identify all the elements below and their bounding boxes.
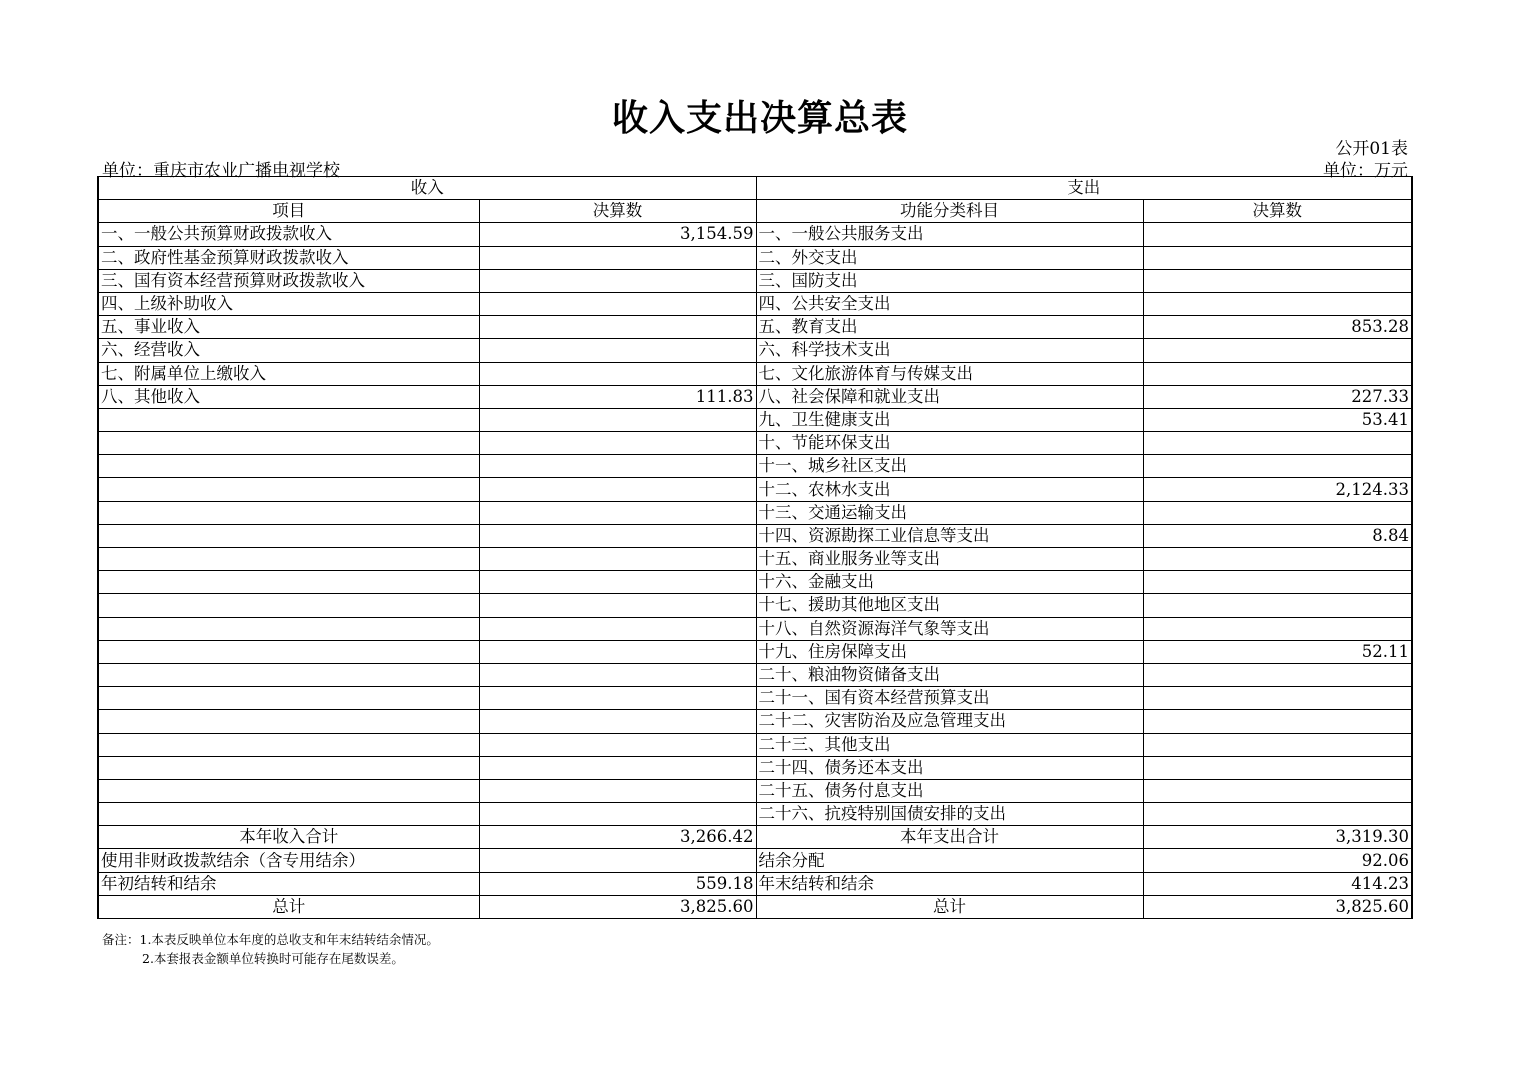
expense-amount [1143, 803, 1412, 826]
expense-item: 十三、交通运输支出 [756, 501, 1143, 524]
income-amount [479, 571, 756, 594]
income-amount [479, 478, 756, 501]
page-title: 收入支出决算总表 [611, 97, 908, 139]
income-amount [479, 269, 756, 292]
table-row [98, 663, 1412, 686]
table-row [98, 687, 1412, 710]
expense-item: 九、卫生健康支出 [756, 408, 1143, 431]
income-item [98, 779, 479, 802]
non-fiscal-row [98, 849, 1412, 872]
expense-amount [1143, 432, 1412, 455]
begin-balance-label: 年初结转和结余 [98, 872, 479, 895]
expense-item: 二十二、灾害防治及应急管理支出 [756, 710, 1143, 733]
income-amount [479, 779, 756, 802]
expense-item: 二十六、抗疫特别国债安排的支出 [756, 803, 1143, 826]
expense-item: 七、文化旅游体育与传媒支出 [756, 362, 1143, 385]
year-expense-total: 3,319.30 [1143, 826, 1412, 849]
income-item: 五、事业收入 [98, 316, 479, 339]
expense-item: 十一、城乡社区支出 [756, 455, 1143, 478]
income-item [98, 408, 479, 431]
func-category-header: 功能分类科目 [756, 200, 1143, 223]
income-amount [479, 432, 756, 455]
table-row [98, 292, 1412, 315]
form-code: 公开01表 [1335, 139, 1408, 159]
non-fiscal-label: 使用非财政拨款结余（含专用结余） [98, 849, 479, 872]
income-item [98, 548, 479, 571]
end-balance-label: 年末结转和结余 [756, 872, 1143, 895]
surplus-dist-amt: 92.06 [1143, 849, 1412, 872]
expense-item: 二十三、其他支出 [756, 733, 1143, 756]
expense-item: 二十四、债务还本支出 [756, 756, 1143, 779]
table-row [98, 710, 1412, 733]
item-header: 项目 [98, 200, 479, 223]
expense-item: 一、一般公共服务支出 [756, 223, 1143, 246]
expense-amount: 2,124.33 [1143, 478, 1412, 501]
expense-amount: 227.33 [1143, 385, 1412, 408]
income-amount [479, 362, 756, 385]
expense-amount: 853.28 [1143, 316, 1412, 339]
amount2-header: 决算数 [1143, 200, 1412, 223]
income-amount [479, 246, 756, 269]
table-row [98, 385, 1412, 408]
table-row [98, 501, 1412, 524]
income-amount [479, 803, 756, 826]
expense-item: 十六、金融支出 [756, 571, 1143, 594]
table-row [98, 478, 1412, 501]
income-amount [479, 548, 756, 571]
expense-item: 六、科学技术支出 [756, 339, 1143, 362]
total-label-left: 总计 [98, 895, 479, 918]
table-row [98, 455, 1412, 478]
year-total-row [98, 826, 1412, 849]
income-amount [479, 316, 756, 339]
income-item [98, 571, 479, 594]
expense-amount: 8.84 [1143, 524, 1412, 547]
expense-item: 二十、粮油物资储备支出 [756, 663, 1143, 686]
income-item [98, 640, 479, 663]
table-row [98, 548, 1412, 571]
income-item [98, 710, 479, 733]
income-header: 收入 [98, 177, 756, 200]
expense-item: 二十一、国有资本经营预算支出 [756, 687, 1143, 710]
table-row [98, 571, 1412, 594]
grand-total-row [98, 895, 1412, 918]
income-item [98, 478, 479, 501]
non-fiscal-amt [479, 849, 756, 872]
expense-amount [1143, 571, 1412, 594]
table-row [98, 640, 1412, 663]
income-item: 一、一般公共预算财政拨款收入 [98, 223, 479, 246]
begin-balance-amt: 559.18 [479, 872, 756, 895]
expense-amount [1143, 339, 1412, 362]
header-row-1 [98, 177, 1412, 200]
expense-amount [1143, 617, 1412, 640]
expense-header: 支出 [756, 177, 1412, 200]
year-expense-total-label: 本年支出合计 [756, 826, 1143, 849]
table-row [98, 803, 1412, 826]
expense-item: 十五、商业服务业等支出 [756, 548, 1143, 571]
header-row-2 [98, 200, 1412, 223]
income-item: 六、经营收入 [98, 339, 479, 362]
expense-amount [1143, 779, 1412, 802]
table-row [98, 432, 1412, 455]
income-item: 四、上级补助收入 [98, 292, 479, 315]
total-left: 3,825.60 [479, 895, 756, 918]
table-row [98, 269, 1412, 292]
expense-amount [1143, 594, 1412, 617]
expense-amount [1143, 223, 1412, 246]
income-item: 八、其他收入 [98, 385, 479, 408]
income-item [98, 455, 479, 478]
expense-item: 十、节能环保支出 [756, 432, 1143, 455]
balance-row [98, 872, 1412, 895]
year-income-total: 3,266.42 [479, 826, 756, 849]
surplus-dist-label: 结余分配 [756, 849, 1143, 872]
income-amount [479, 408, 756, 431]
total-label-right: 总计 [756, 895, 1143, 918]
expense-item: 二、外交支出 [756, 246, 1143, 269]
expense-item: 十二、农林水支出 [756, 478, 1143, 501]
table-row [98, 779, 1412, 802]
income-amount [479, 756, 756, 779]
expense-amount [1143, 733, 1412, 756]
year-income-total-label: 本年收入合计 [98, 826, 479, 849]
note-2: 2.本套报表金额单位转换时可能存在尾数误差。 [142, 951, 404, 966]
expense-amount [1143, 710, 1412, 733]
income-item [98, 687, 479, 710]
expense-amount: 52.11 [1143, 640, 1412, 663]
income-amount [479, 733, 756, 756]
income-amount [479, 501, 756, 524]
income-amount [479, 339, 756, 362]
income-item [98, 594, 479, 617]
table-row [98, 362, 1412, 385]
income-amount [479, 292, 756, 315]
table-row [98, 617, 1412, 640]
total-right: 3,825.60 [1143, 895, 1412, 918]
income-amount [479, 687, 756, 710]
table-row [98, 339, 1412, 362]
notes [102, 930, 439, 968]
income-amount [479, 640, 756, 663]
expense-item: 五、教育支出 [756, 316, 1143, 339]
expense-amount [1143, 548, 1412, 571]
expense-amount [1143, 246, 1412, 269]
income-amount [479, 710, 756, 733]
table-row [98, 733, 1412, 756]
table-row [98, 524, 1412, 547]
table-row [98, 594, 1412, 617]
income-amount [479, 455, 756, 478]
expense-item: 三、国防支出 [756, 269, 1143, 292]
expense-amount: 53.41 [1143, 408, 1412, 431]
income-item: 二、政府性基金预算财政拨款收入 [98, 246, 479, 269]
amount-header: 决算数 [479, 200, 756, 223]
table-row [98, 223, 1412, 246]
table-row [98, 756, 1412, 779]
expense-amount [1143, 455, 1412, 478]
income-item [98, 501, 479, 524]
income-amount: 111.83 [479, 385, 756, 408]
expense-item: 十四、资源勘探工业信息等支出 [756, 524, 1143, 547]
end-balance-amt: 414.23 [1143, 872, 1412, 895]
expense-amount [1143, 687, 1412, 710]
expense-item: 八、社会保障和就业支出 [756, 385, 1143, 408]
expense-item: 十八、自然资源海洋气象等支出 [756, 617, 1143, 640]
income-amount: 3,154.59 [479, 223, 756, 246]
income-amount [479, 617, 756, 640]
expense-item: 四、公共安全支出 [756, 292, 1143, 315]
expense-amount [1143, 501, 1412, 524]
income-item [98, 803, 479, 826]
income-amount [479, 663, 756, 686]
unit-label: 单位：重庆市农业广播电视学校 [102, 161, 340, 181]
expense-amount [1143, 292, 1412, 315]
expense-item: 二十五、债务付息支出 [756, 779, 1143, 802]
expense-amount [1143, 269, 1412, 292]
expense-amount [1143, 362, 1412, 385]
income-item [98, 432, 479, 455]
note-1: 备注：1.本表反映单位本年度的总收支和年末结转结余情况。 [102, 932, 439, 947]
expense-amount [1143, 756, 1412, 779]
income-item: 七、附属单位上缴收入 [98, 362, 479, 385]
table-row [98, 246, 1412, 269]
income-amount [479, 594, 756, 617]
expense-item: 十七、援助其他地区支出 [756, 594, 1143, 617]
table-row [98, 316, 1412, 339]
expense-item: 十九、住房保障支出 [756, 640, 1143, 663]
expense-amount [1143, 663, 1412, 686]
currency-unit: 单位：万元 [1323, 161, 1408, 181]
budget-table [97, 176, 1413, 919]
income-item [98, 756, 479, 779]
income-item [98, 663, 479, 686]
income-item [98, 524, 479, 547]
income-item [98, 617, 479, 640]
income-item [98, 733, 479, 756]
income-amount [479, 524, 756, 547]
table-row [98, 408, 1412, 431]
income-item: 三、国有资本经营预算财政拨款收入 [98, 269, 479, 292]
